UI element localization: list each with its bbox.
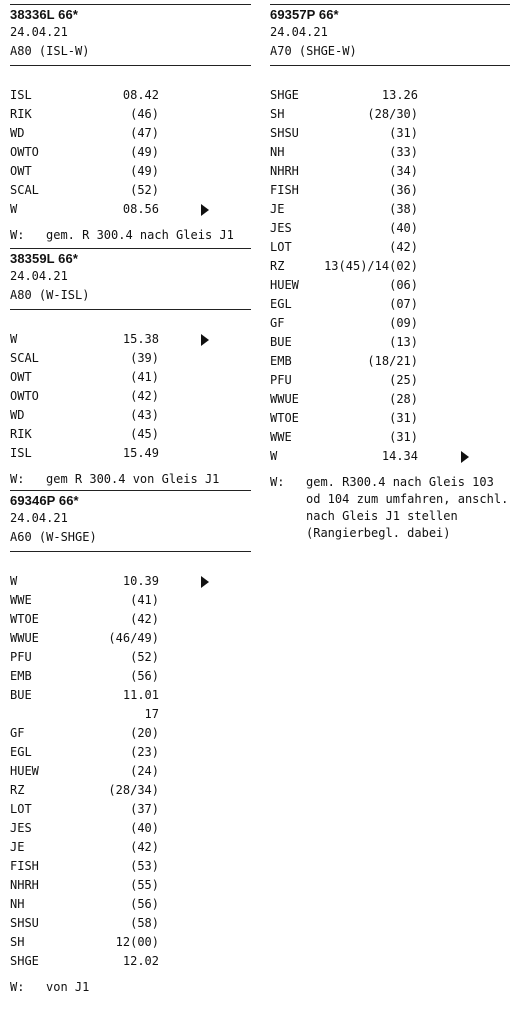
station-code: PFU [270,373,292,387]
station-code: RIK [10,427,32,441]
train-date: 24.04.21 [10,269,68,283]
station-code: EMB [10,669,32,683]
stop-list [10,572,251,971]
stop-row [270,295,510,314]
stop-row [270,105,510,124]
stop-row [10,200,251,219]
stop-row [10,667,251,686]
stop-row [10,762,251,781]
stop-time: (47) [130,126,159,140]
train-header [10,5,251,61]
stop-row [10,591,251,610]
stop-row [270,181,510,200]
stop-time: (46) [130,107,159,121]
stop-row [270,409,510,428]
stop-time: (41) [130,370,159,384]
station-code: OWTO [10,145,39,159]
station-code: NHRH [270,164,299,178]
station-code: OWT [10,164,32,178]
station-code: ISL [10,88,32,102]
stop-row [10,330,251,349]
stop-row [10,162,251,181]
stop-time: 15.38 [122,332,159,346]
train-block-38359L [10,248,251,488]
station-code: W [10,574,18,588]
station-code: JES [270,221,292,235]
stop-row [10,838,251,857]
stop-time: (43) [130,408,159,422]
station-code: W [10,202,18,216]
note-label: W: [10,472,25,486]
divider [10,309,251,310]
stop-time: (41) [130,593,159,607]
train-header [270,5,510,61]
station-code: RZ [10,783,25,797]
play-arrow-icon [201,576,209,588]
station-code: FISH [270,183,299,197]
train-route: A80 (W-ISL) [10,288,90,302]
station-code: JES [10,821,32,835]
right-column [270,0,510,538]
stop-time: (52) [130,650,159,664]
train-header [10,249,251,305]
stop-time: (20) [130,726,159,740]
station-code: WWE [10,593,32,607]
stop-time: (31) [389,126,418,140]
play-arrow-icon [201,204,209,216]
station-code: WTOE [270,411,299,425]
stop-row [270,124,510,143]
stop-row [10,181,251,200]
stop-time: (55) [130,878,159,892]
train-date: 24.04.21 [10,511,68,525]
divider [10,551,251,552]
stop-time: (13) [389,335,418,349]
stop-time: (40) [389,221,418,235]
note-label: W: [10,980,25,994]
stop-row [10,724,251,743]
stop-row [270,447,510,466]
stop-time: (18/21) [367,354,418,368]
train-block-69346P [10,490,251,996]
note-text: gem. R 300.4 nach Gleis J1 [46,228,234,242]
station-code: EGL [10,745,32,759]
note-text: gem. R300.4 nach Gleis 103 od 104 zum umfahren, anschl. nach Gleis J1 stellen (Rangierbegl. dabei) [306,475,509,540]
train-header [10,491,251,547]
note-text: gem R 300.4 von Gleis J1 [46,472,220,486]
stop-time: 15.49 [122,446,159,460]
note-label: W: [270,475,285,489]
stop-row [10,105,251,124]
stop-time: 08.42 [122,88,159,102]
stop-row [270,428,510,447]
stop-time: 11.01 [122,688,159,702]
stop-row [10,648,251,667]
station-code: JE [10,840,25,854]
station-code: LOT [270,240,292,254]
stop-time: 14.34 [381,449,418,463]
station-code: JE [270,202,285,216]
left-column [10,0,251,994]
stop-time: 12.02 [122,954,159,968]
station-code: HUEW [270,278,299,292]
stop-row [270,162,510,181]
station-code: SH [10,935,25,949]
station-code: WWUE [270,392,299,406]
stop-time: (42) [389,240,418,254]
station-code: SH [270,107,285,121]
stop-list [10,86,251,219]
stop-row [270,390,510,409]
stop-row [10,743,251,762]
note-text: von J1 [46,980,90,994]
stop-time: 13.26 [381,88,418,102]
station-code: W [270,449,278,463]
station-code: WD [10,408,25,422]
train-date: 24.04.21 [270,25,328,39]
station-code: SHGE [10,954,39,968]
stop-list [10,330,251,463]
train-note [270,474,510,542]
train-block-38336L [10,4,251,244]
station-code: GF [10,726,25,740]
divider [10,65,251,66]
stop-time: (58) [130,916,159,930]
train-number: 69357P 66* [270,7,339,22]
stop-row [10,143,251,162]
stop-row [10,781,251,800]
stop-row [10,800,251,819]
stop-time: (28/34) [108,783,159,797]
stop-row [10,425,251,444]
stop-time: (45) [130,427,159,441]
stop-row [10,610,251,629]
station-code: RZ [270,259,285,273]
train-note [10,227,251,244]
stop-row [10,406,251,425]
stop-time: (07) [389,297,418,311]
station-code: W [10,332,18,346]
stop-time: (39) [130,351,159,365]
station-code: SCAL [10,183,39,197]
stop-row [10,952,251,971]
station-code: ISL [10,446,32,460]
stop-time: (37) [130,802,159,816]
stop-time: 08.56 [122,202,159,216]
stop-row [10,914,251,933]
train-note [10,471,251,488]
stop-row [10,387,251,406]
train-date: 24.04.21 [10,25,68,39]
stop-row [10,933,251,952]
station-code: SHGE [270,88,299,102]
station-code: WWUE [10,631,39,645]
stop-row [270,86,510,105]
station-code: WTOE [10,612,39,626]
station-code: NH [270,145,285,159]
stop-row [10,629,251,648]
stop-time: (33) [389,145,418,159]
play-arrow-icon [201,334,209,346]
stop-row [10,686,251,705]
stop-row [10,895,251,914]
station-code: OWT [10,370,32,384]
station-code: NHRH [10,878,39,892]
train-number: 69346P 66* [10,493,79,508]
stop-time: (40) [130,821,159,835]
stop-row [270,219,510,238]
stop-time: (24) [130,764,159,778]
stop-time: (31) [389,411,418,425]
stop-time: (38) [389,202,418,216]
train-route: A80 (ISL-W) [10,44,90,58]
stop-time: (56) [130,669,159,683]
stop-row [270,371,510,390]
stop-time: (23) [130,745,159,759]
stop-time: (53) [130,859,159,873]
stop-list [270,86,510,466]
stop-row [10,819,251,838]
stop-row [10,572,251,591]
note-label: W: [10,228,25,242]
stop-time: (49) [130,164,159,178]
stop-row [10,349,251,368]
stop-time: 12(00) [115,935,159,949]
stop-time: 17 [144,707,159,721]
stop-time: (42) [130,612,159,626]
station-code: GF [270,316,285,330]
stop-time: (25) [389,373,418,387]
stop-row [270,352,510,371]
station-code: EGL [270,297,292,311]
stop-time: (46/49) [108,631,159,645]
play-arrow-icon [461,451,469,463]
station-code: OWTO [10,389,39,403]
train-number: 38336L 66* [10,7,78,22]
stop-time: (49) [130,145,159,159]
stop-time: (28/30) [367,107,418,121]
stop-time: (34) [389,164,418,178]
train-route: A70 (SHGE-W) [270,44,357,58]
stop-time: (42) [130,840,159,854]
station-code: EMB [270,354,292,368]
stop-row [10,124,251,143]
stop-time: 13(45)/14(02) [324,259,418,273]
stop-time: (31) [389,430,418,444]
stop-time: (09) [389,316,418,330]
station-code: NH [10,897,25,911]
station-code: BUE [270,335,292,349]
divider [270,65,510,66]
station-code: SCAL [10,351,39,365]
stop-row [10,876,251,895]
train-route: A60 (W-SHGE) [10,530,97,544]
stop-time: (36) [389,183,418,197]
stop-row [10,705,251,724]
stop-time: (52) [130,183,159,197]
station-code: FISH [10,859,39,873]
stop-time: (56) [130,897,159,911]
stop-row [10,444,251,463]
stop-time: (42) [130,389,159,403]
station-code: WWE [270,430,292,444]
stop-row [270,143,510,162]
station-code: SHSU [10,916,39,930]
stop-time: (28) [389,392,418,406]
station-code: LOT [10,802,32,816]
stop-row [270,200,510,219]
station-code: PFU [10,650,32,664]
station-code: RIK [10,107,32,121]
station-code: SHSU [270,126,299,140]
train-note [10,979,251,996]
station-code: HUEW [10,764,39,778]
stop-row [270,276,510,295]
stop-row [270,314,510,333]
stop-time: 10.39 [122,574,159,588]
stop-row [10,857,251,876]
stop-time: (06) [389,278,418,292]
stop-row [270,257,510,276]
stop-row [270,238,510,257]
station-code: WD [10,126,25,140]
stop-row [10,368,251,387]
station-code: BUE [10,688,32,702]
stop-row [10,86,251,105]
train-number: 38359L 66* [10,251,78,266]
train-block-69357P [270,4,510,542]
stop-row [270,333,510,352]
